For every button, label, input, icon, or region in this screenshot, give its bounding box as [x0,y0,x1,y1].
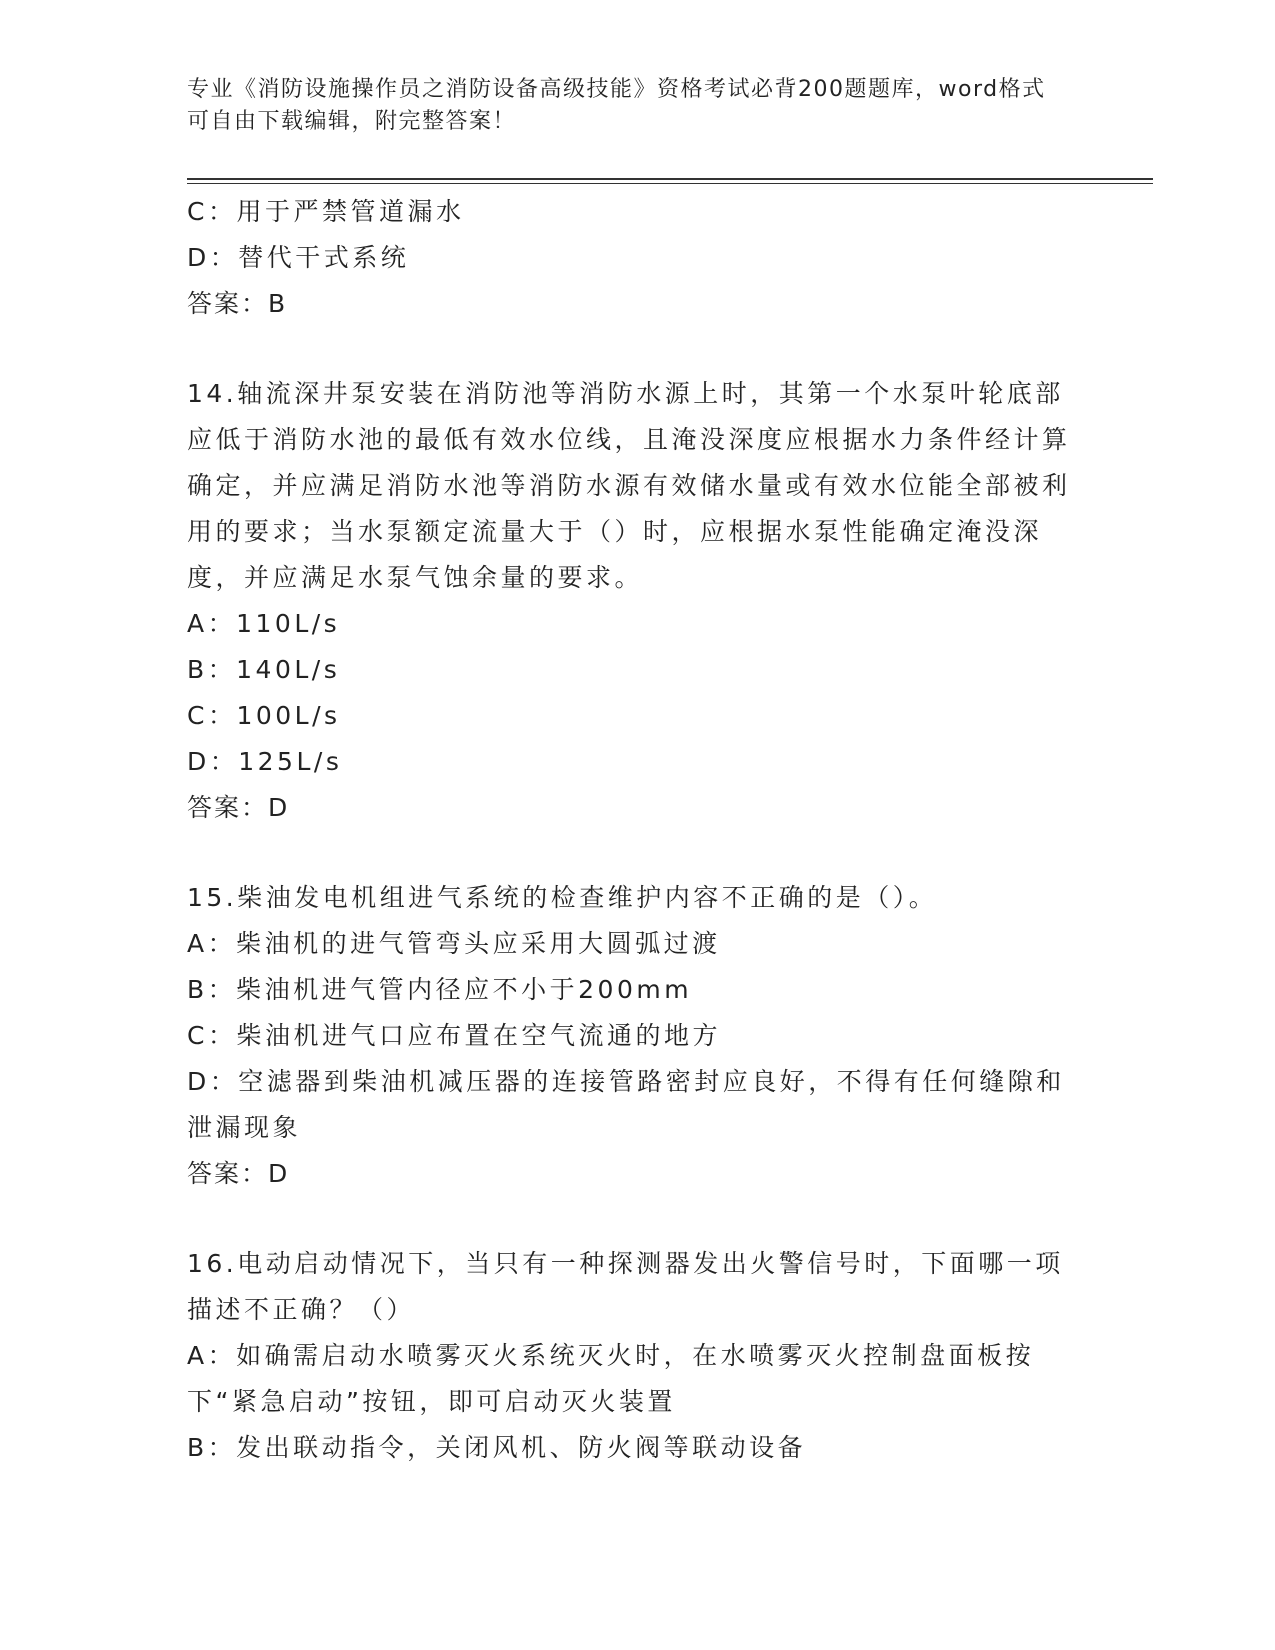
question-15 [187,875,1087,1197]
document-body [187,189,1087,1471]
option-b: B：柴油机进气管内径应不小于200mm [187,975,693,1004]
question-13-tail [187,189,1087,327]
option-c: C：柴油机进气口应布置在空气流通的地方 [187,1021,721,1050]
option-b: B：发出联动指令，关闭风机、防火阀等联动设备 [187,1433,807,1462]
option-a: A：如确需启动水喷雾灭火系统灭火时，在水喷雾灭火控制盘面板按下“紧急启动”按钮，即可启动灭火装置 [187,1341,1035,1416]
option-d: D：空滤器到柴油机减压器的连接管路密封应良好，不得有任何缝隙和泄漏现象 [187,1067,1065,1142]
header-rule-thick [187,178,1153,180]
question-14 [187,371,1087,831]
question-stem: 14.轴流深井泵安装在消防池等消防水源上时，其第一个水泵叶轮底部应低于消防水池的最低有效水位线，且淹没深度应根据水力条件经计算确定，并应满足消防水池等消防水源有效储水量或有效水位能全部被利用的要求；当水泵额定流量大于（）时，应根据水泵性能确定淹没深度，并应满足水泵气蚀余量的要求。 [187,379,1071,592]
option-a: A：柴油机的进气管弯头应采用大圆弧过渡 [187,929,721,958]
answer-line: 答案：B [187,289,288,318]
header-rule-thin [187,183,1153,184]
option-b: B：140L/s [187,655,341,684]
option-a: A：110L/s [187,609,341,638]
question-stem: 15.柴油发电机组进气系统的检查维护内容不正确的是（）。 [187,883,938,912]
option-c: C：100L/s [187,701,341,730]
option-d: D：替代干式系统 [187,243,410,272]
document-header: 专业《消防设施操作员之消防设备高级技能》资格考试必背200题题库，word格式可自由下载编辑，附完整答案！ [187,77,1046,134]
question-stem: 16.电动启动情况下，当只有一种探测器发出火警信号时，下面哪一项描述不正确？（） [187,1249,1064,1324]
option-c: C：用于严禁管道漏水 [187,197,465,226]
answer-line: 答案：D [187,793,290,822]
option-d: D：125L/s [187,747,343,776]
answer-line: 答案：D [187,1159,290,1188]
question-16 [187,1241,1087,1471]
